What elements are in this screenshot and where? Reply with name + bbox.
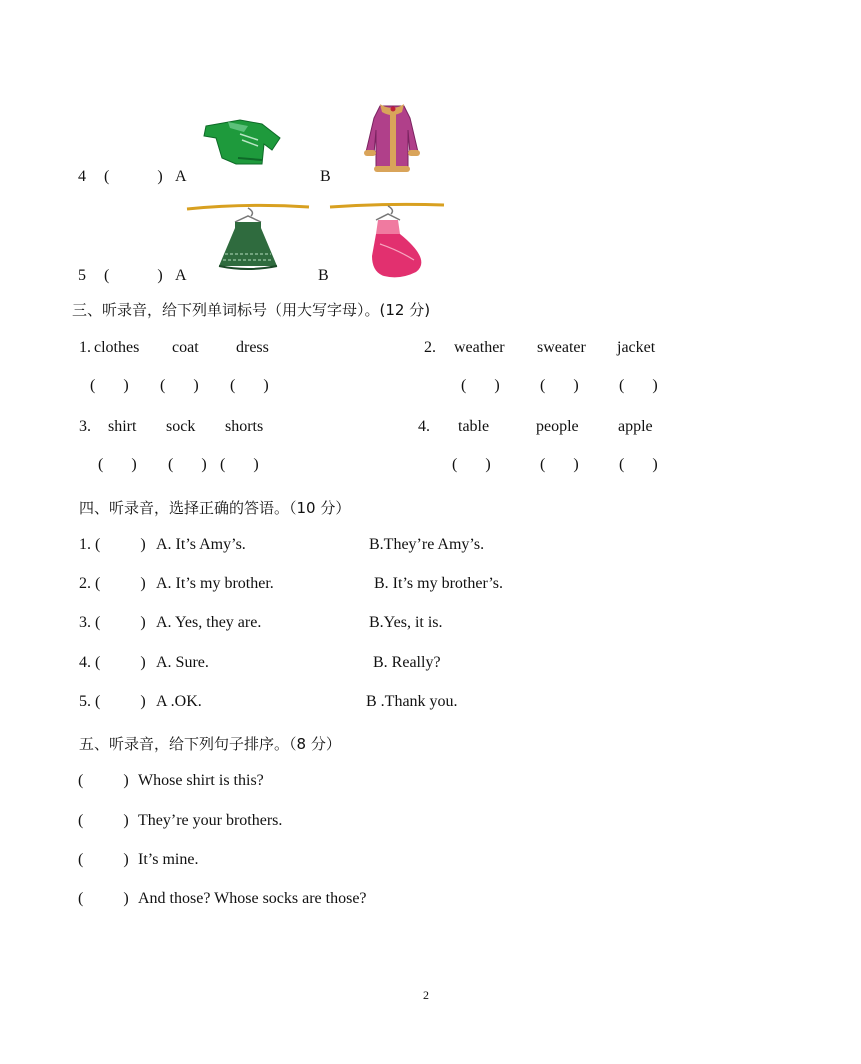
word: weather xyxy=(454,339,505,356)
label-blank[interactable]: ( ) xyxy=(619,456,658,473)
question-number[interactable]: 5. ( ) xyxy=(79,693,146,710)
label-blank[interactable]: ( ) xyxy=(98,456,137,473)
word: dress xyxy=(236,339,269,356)
option-a: A .OK. xyxy=(156,693,202,710)
word: shorts xyxy=(225,418,264,435)
word: sock xyxy=(166,418,196,435)
option-b: B. It’s my brother’s. xyxy=(374,575,504,592)
order-blank[interactable]: ( ) xyxy=(78,890,129,907)
option-a: A. It’s Amy’s. xyxy=(156,536,246,553)
question-number[interactable]: 4. ( ) xyxy=(79,654,146,671)
sentence: Whose shirt is this? xyxy=(138,772,264,789)
green-sweater-image xyxy=(200,114,282,168)
label-blank[interactable]: ( ) xyxy=(540,456,579,473)
sentence: It’s mine. xyxy=(138,851,199,868)
word: people xyxy=(536,418,579,435)
word: clothes xyxy=(94,339,140,356)
question-number[interactable]: 3. ( ) xyxy=(79,614,146,631)
page-number: 2 xyxy=(423,988,429,1002)
word: sweater xyxy=(537,339,586,356)
option-b: B. Really? xyxy=(373,654,441,671)
label-blank[interactable]: ( ) xyxy=(461,377,500,394)
sentence: They’re your brothers. xyxy=(138,812,283,829)
word: jacket xyxy=(617,339,656,356)
option-b: B.Yes, it is. xyxy=(369,614,443,631)
question-number[interactable]: 2. ( ) xyxy=(79,575,146,592)
order-blank[interactable]: ( ) xyxy=(78,772,129,789)
section-5-heading: 五、听录音，给下列句子排序。（8 分） xyxy=(79,735,341,753)
group-number: 2. xyxy=(424,339,436,356)
option-b: B.They’re Amy’s. xyxy=(369,536,485,553)
group-number: 1. xyxy=(79,339,91,356)
option-a: A. Sure. xyxy=(156,654,209,671)
label-blank[interactable]: ( ) xyxy=(540,377,579,394)
green-skirt-on-hanger-image xyxy=(185,200,311,272)
section-3-heading: 三、听录音，给下列单词标号（用大写字母）。(12 分) xyxy=(72,301,431,319)
option-label-b: B xyxy=(320,168,331,185)
label-blank[interactable]: ( ) xyxy=(160,377,199,394)
option-a: A. Yes, they are. xyxy=(156,614,262,631)
answer-blank[interactable]: ( ) xyxy=(104,267,163,284)
label-blank[interactable]: ( ) xyxy=(452,456,491,473)
option-label-b: B xyxy=(318,267,329,284)
pink-dress-on-hanger-image xyxy=(328,200,446,280)
label-blank[interactable]: ( ) xyxy=(619,377,658,394)
word: coat xyxy=(172,339,199,356)
order-blank[interactable]: ( ) xyxy=(78,851,129,868)
option-label-a: A xyxy=(175,168,187,185)
group-number: 3. xyxy=(79,418,91,435)
label-blank[interactable]: ( ) xyxy=(90,377,129,394)
label-blank[interactable]: ( ) xyxy=(230,377,269,394)
question-number: 5 xyxy=(78,267,86,284)
word: apple xyxy=(618,418,653,435)
label-blank[interactable]: ( ) xyxy=(168,456,207,473)
option-label-a: A xyxy=(175,267,187,284)
option-b: B .Thank you. xyxy=(366,693,458,710)
question-number: 4 xyxy=(78,168,86,185)
pink-fur-coat-image xyxy=(358,100,426,176)
answer-blank[interactable]: ( ) xyxy=(104,168,163,185)
section-4-heading: 四、听录音，选择正确的答语。（10 分） xyxy=(79,499,351,517)
question-number[interactable]: 1. ( ) xyxy=(79,536,146,553)
option-a: A. It’s my brother. xyxy=(156,575,274,592)
word: table xyxy=(458,418,490,435)
sentence: And those? Whose socks are those? xyxy=(138,890,367,907)
label-blank[interactable]: ( ) xyxy=(220,456,259,473)
group-number: 4. xyxy=(418,418,430,435)
order-blank[interactable]: ( ) xyxy=(78,812,129,829)
word: shirt xyxy=(108,418,137,435)
